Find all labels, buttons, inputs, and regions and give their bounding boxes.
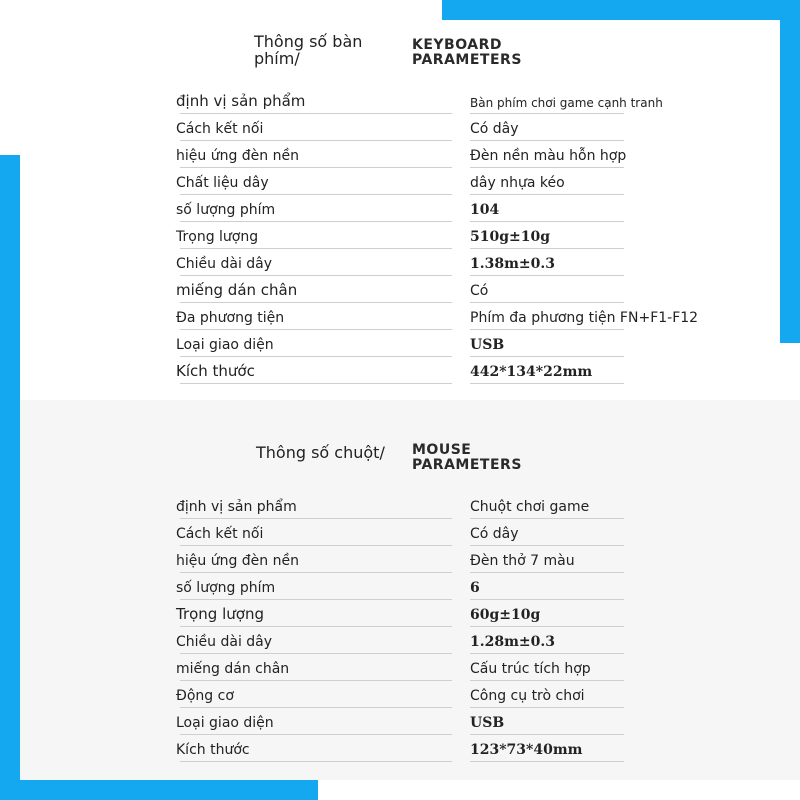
spec-value: Có dây [470,526,519,542]
spec-label: số lượng phím [176,202,276,218]
spec-value: dây nhựa kéo [470,175,565,191]
spec-value: USB [470,337,505,353]
table-row [176,600,624,627]
keyboard-title-vn-line1: Thông số bàn [254,32,363,51]
spec-value: 1.28m±0.3 [470,634,555,650]
spec-label: hiệu ứng đèn nền [176,148,299,164]
spec-value: Chuột chơi game [470,499,590,515]
spec-label: số lượng phím [176,580,276,596]
spec-value: Công cụ trò chơi [470,688,585,704]
spec-label: định vị sản phẩm [176,499,297,515]
spec-label: Trọng lượng [176,605,264,623]
table-row [176,546,624,573]
spec-label: miếng dán chân [176,661,290,677]
spec-label: Chiều dài dây [176,256,273,272]
spec-value: Có [470,283,489,299]
spec-value: Đèn nền màu hỗn hợp [470,148,627,164]
keyboard-title-vn [254,33,362,67]
table-row [176,303,699,330]
table-row [176,330,624,357]
spec-label: miếng dán chân [176,281,298,299]
spec-label: hiệu ứng đèn nền [176,553,299,569]
spec-value: Đèn thở 7 màu [470,553,575,569]
table-row [176,195,624,222]
table-row [176,87,663,114]
spec-label: Đa phương tiện [176,310,285,326]
spec-value: Phím đa phương tiện FN+F1-F12 [470,310,699,326]
table-row [176,627,624,654]
table-row [176,222,624,249]
table-row [176,573,624,600]
table-row [176,249,624,276]
spec-label: định vị sản phẩm [176,92,306,110]
spec-value: 1.38m±0.3 [470,256,555,272]
row-divider [470,761,624,762]
spec-value: 442*134*22mm [470,364,593,380]
table-row [176,168,624,195]
table-row [176,492,624,519]
spec-label: Kích thước [176,362,255,380]
spec-label: Chiều dài dây [176,634,273,650]
mouse-title-en-line2: PARAMETERS [412,457,522,473]
table-row [176,654,624,681]
table-row [176,681,624,708]
keyboard-title-vn-line2: phím/ [254,49,300,68]
row-divider [180,383,452,384]
row-divider [470,383,624,384]
spec-value: 60g±10g [470,607,541,623]
spec-value: 104 [470,202,500,218]
spec-value: 123*73*40mm [470,742,583,758]
spec-label: Cách kết nối [176,526,264,542]
keyboard-title-en-line1: KEYBOARD [412,37,502,53]
spec-value: Có dây [470,121,519,137]
keyboard-title-en [412,38,522,68]
accent-bar-right [780,0,800,343]
keyboard-spec-table [176,87,699,384]
table-row [176,114,624,141]
keyboard-title-en-line2: PARAMETERS [412,52,522,68]
mouse-spec-table [176,492,624,762]
spec-label: Cách kết nối [176,121,264,137]
table-row [176,357,624,384]
spec-value: USB [470,715,505,731]
mouse-title-en [412,443,522,473]
spec-value: Bàn phím chơi game cạnh tranh [470,96,663,110]
accent-bar-bottom-left [0,780,318,800]
spec-label: Kích thước [176,742,250,758]
spec-label: Loại giao diện [176,715,274,731]
spec-label: Loại giao diện [176,337,274,353]
table-row [176,708,624,735]
spec-label: Trọng lượng [176,229,259,245]
mouse-title-en-line1: MOUSE [412,442,472,458]
table-row [176,141,627,168]
spec-value: 6 [470,580,480,596]
row-divider [180,761,452,762]
spec-value: 510g±10g [470,229,551,245]
spec-label: Chất liệu dây [176,175,269,191]
accent-bar-left [0,155,20,800]
table-row [176,276,624,303]
spec-label: Động cơ [176,688,234,704]
table-row [176,519,624,546]
table-row [176,735,624,762]
spec-value: Cấu trúc tích hợp [470,661,591,677]
mouse-title-vn: Thông số chuột/ [256,443,385,462]
accent-bar-top-right [442,0,800,20]
